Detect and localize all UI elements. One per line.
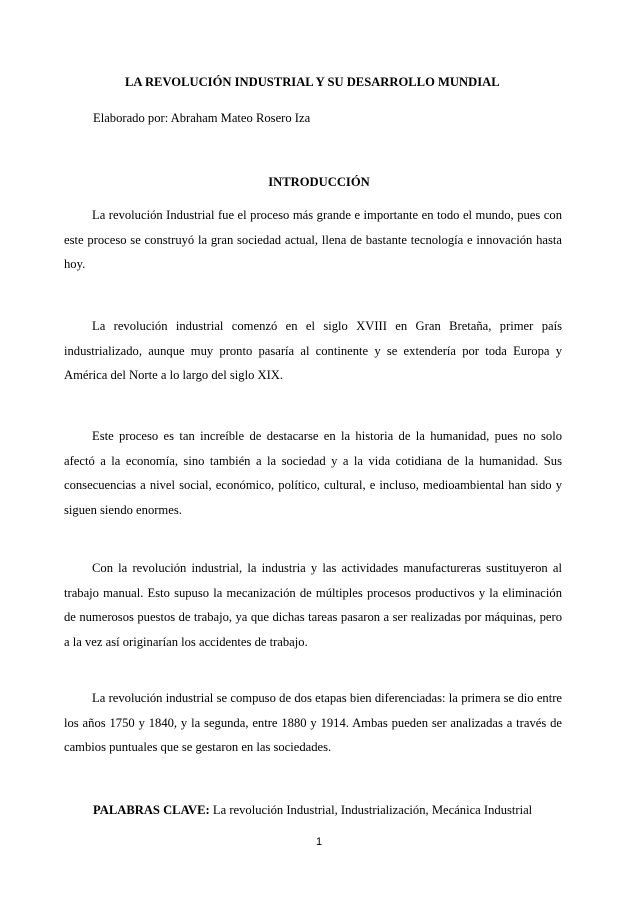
- paragraph-3: Este proceso es tan increíble de destacarse en la historia de la humanidad, pues no solo afectó a la economía, sino también a la sociedad y a la vida cotidiana de la humanidad. Sus consecuencias a nivel social, económico, político, cultural, e incluso, medioambiental han sido y siguen siendo enormes.: [64, 429, 562, 517]
- page-number: 1: [315, 836, 323, 848]
- paragraph-1: La revolución Industrial fue el proceso más grande e importante en todo el mundo, pues con este proceso se construyó la gran sociedad actual, llena de bastante tecnología e innovación hasta hoy.: [64, 208, 562, 271]
- paragraph-5: La revolución industrial se compuso de dos etapas bien diferenciadas: la primera se dio entre los años 1750 y 1840, y la segunda, entre 1880 y 1914. Ambas pueden ser analizadas a través de cambios puntuales que se gestaron en las sociedades.: [64, 691, 562, 754]
- author-line: Elaborado por: Abraham Mateo Rosero Iza: [93, 111, 311, 125]
- section-heading: INTRODUCCIÓN: [268, 175, 370, 189]
- keywords-line: [93, 803, 532, 818]
- document-title: LA REVOLUCIÓN INDUSTRIAL Y SU DESARROLLO MUNDIAL: [125, 75, 500, 89]
- paragraph-2: La revolución industrial comenzó en el siglo XVIII en Gran Bretaña, primer país industrializado, aunque muy pronto pasaría al continente y se extendería por toda Europa y América del Norte a lo largo del siglo XIX.: [64, 319, 562, 382]
- keywords-label: PALABRAS CLAVE:: [93, 803, 210, 817]
- paragraph-4: Con la revolución industrial, la industria y las actividades manufactureras sustituyeron al trabajo manual. Esto supuso la mecanización de múltiples procesos productivos y la eliminación de numerosos puestos de trabajo, ya que dichas tareas pasaron a ser realizadas por máquinas, pero a la vez así originarían los accidentes de trabajo.: [64, 561, 562, 649]
- keywords-text: La revolución Industrial, Industrialización, Mecánica Industrial: [209, 803, 533, 817]
